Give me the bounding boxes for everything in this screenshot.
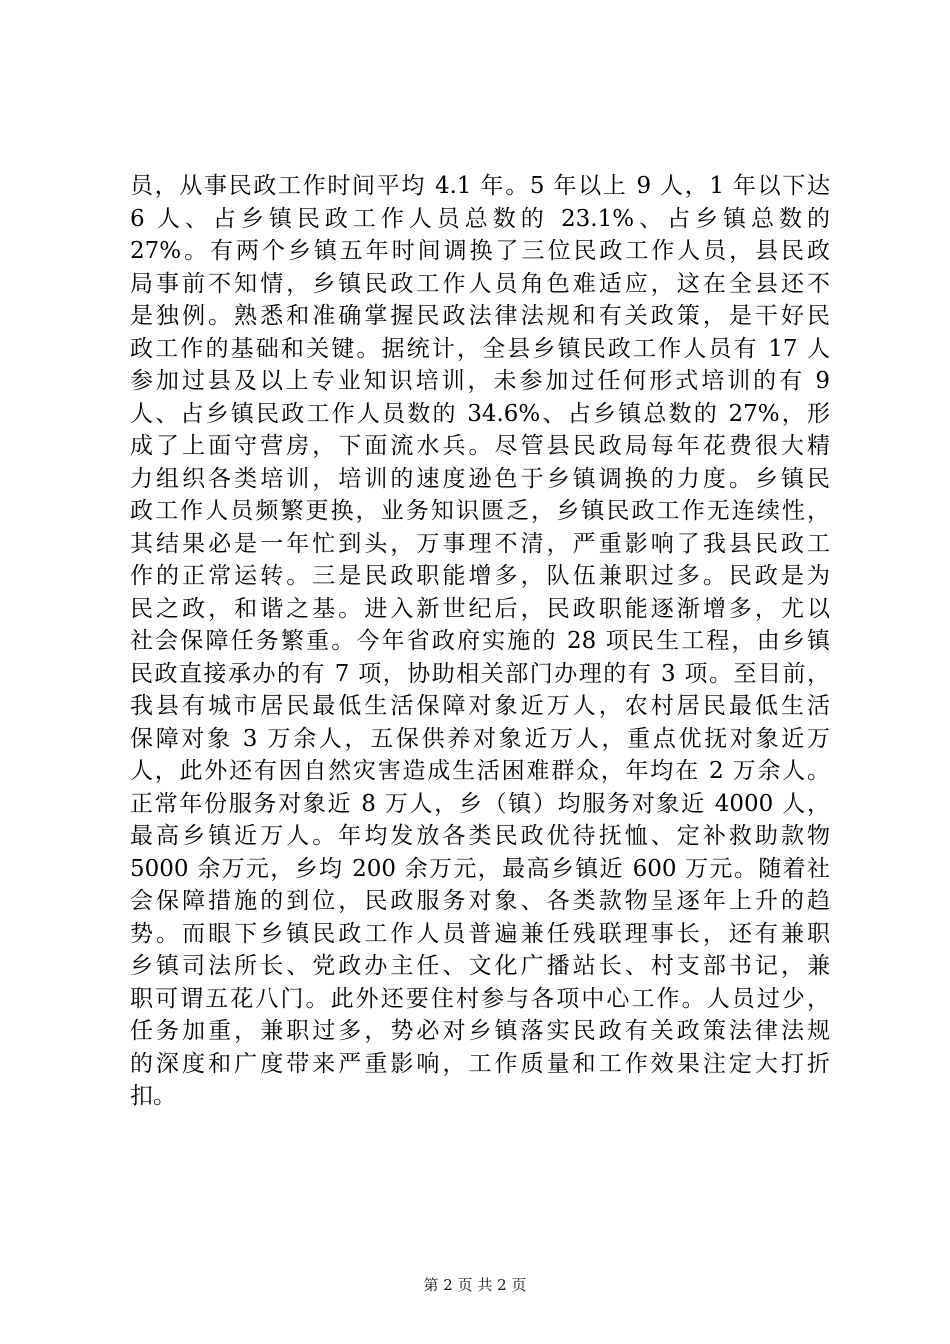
text-line: 员，从事民政工作时间平均 4.1 年。5 年以上 9 人，1 年以下达 [130,173,830,199]
text-line: 正常年份服务对象近 8 万人，乡（镇）均服务对象近 4000 人， [130,790,830,817]
text-line: 是独例。熟悉和准确掌握民政法律法规和有关政策，是干好民 [130,303,830,329]
text-line: 保障对象 3 万余人，五保供养对象近万人，重点优抚对象近万 [130,725,830,752]
body-paragraph [130,170,830,1113]
page-number-label: 第 2 页 共 2 页 [423,1276,527,1294]
text-line: 民之政，和谐之基。进入新世纪后，民政职能逐渐增多，尤以 [130,595,830,622]
text-line: 人，此外还有因自然灾害造成生活困难群众，年均在 2 万余人。 [130,758,830,784]
text-line: 势。而眼下乡镇民政工作人员普遍兼任残联理事长，还有兼职 [130,920,830,947]
text-line: 社会保障任务繁重。今年省政府实施的 28 项民生工程，由乡镇 [130,628,830,654]
text-line: 的深度和广度带来严重影响，工作质量和工作效果注定大打折 [130,1050,830,1077]
text-line: 会保障措施的到位，民政服务对象、各类款物呈逐年上升的趋 [130,888,830,914]
text-line: 5000 余万元，乡均 200 余万元，最高乡镇近 600 万元。随着社 [130,855,830,882]
text-line: 其结果必是一年忙到头，万事理不清，严重影响了我县民政工 [130,530,830,557]
text-line: 人、占乡镇民政工作人员数的 34.6%、占乡镇总数的 27%，形 [130,400,830,427]
text-line: 民政直接承办的有 7 项，协助相关部门办理的有 3 项。至目前， [130,660,830,687]
text-line: 参加过县及以上专业知识培训，未参加过任何形式培训的有 9 [130,368,830,394]
text-line: 乡镇司法所长、党政办主任、文化广播站长、村支部书记，兼 [130,953,830,979]
page-footer [0,1275,950,1295]
text-line: 任务加重，兼职过多，势必对乡镇落实民政有关政策法律法规 [130,1018,830,1044]
text-line: 27%。有两个乡镇五年时间调换了三位民政工作人员，县民政 [130,238,830,264]
text-line: 职可谓五花八门。此外还要住村参与各项中心工作。人员过少， [130,985,830,1012]
text-line: 局事前不知情，乡镇民政工作人员角色难适应，这在全县还不 [130,270,830,297]
text-line: 扣。 [130,1083,176,1109]
text-line: 力组织各类培训，培训的速度逊色于乡镇调换的力度。乡镇民 [130,465,830,492]
text-line: 政工作的基础和关键。据统计，全县乡镇民政工作人员有 17 人 [130,335,830,362]
text-line: 作的正常运转。三是民政职能增多，队伍兼职过多。民政是为 [130,563,830,589]
text-line: 政工作人员频繁更换，业务知识匮乏，乡镇民政工作无连续性， [130,498,830,524]
text-line: 最高乡镇近万人。年均发放各类民政优待抚恤、定补救助款物 [130,823,830,849]
text-line: 我县有城市居民最低生活保障对象近万人，农村居民最低生活 [130,693,830,719]
text-line: 成了上面守营房，下面流水兵。尽管县民政局每年花费很大精 [130,433,830,459]
text-line: 6 人、占乡镇民政工作人员总数的 23.1%、占乡镇总数的 [130,205,830,232]
